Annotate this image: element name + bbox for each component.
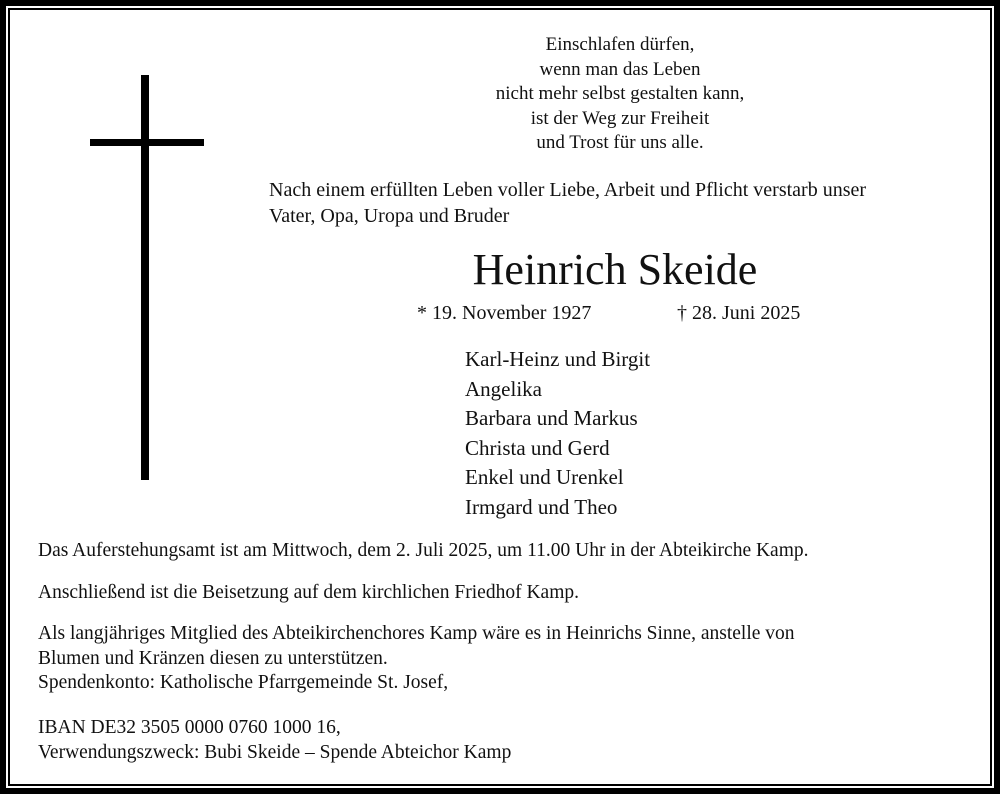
birth-date: * 19. November 1927 [417,302,592,324]
purpose-line: Verwendungszweck: Bubi Skeide – Spende Abteichor Kamp [38,741,512,763]
service-info [38,539,978,564]
poem-line: Einschlafen dürfen, [545,34,695,55]
iban-line: IBAN DE32 3505 0000 0760 1000 16, [38,717,341,738]
donation-info [38,622,978,696]
cross-horizontal-bar [90,139,204,146]
burial-info [38,581,978,606]
intro-line: Nach einem erfüllten Leben voller Liebe, Arbeit und Pflicht verstarb unser [269,179,867,201]
deceased-name: Heinrich Skeide [472,245,758,294]
bank-details [38,716,978,765]
mourner-item: Enkel und Urenkel [465,465,624,490]
service-line: Das Auferstehungsamt ist am Mittwoch, dem 2. Juli 2025, um 11.00 Uhr in der Abteikirche Kamp. [38,540,809,561]
poem-line: ist der Weg zur Freiheit [530,107,710,129]
mourner-item: Barbara und Markus [465,406,638,431]
mourners-list [465,345,650,523]
poem-line: und Trost für uns alle. [536,132,704,153]
poem-line: nicht mehr selbst gestalten kann, [495,83,745,104]
poem-line: wenn man das Leben [539,58,701,80]
burial-line: Anschließend ist die Beisetzung auf dem kirchlichen Friedhof Kamp. [38,582,579,603]
intro-line: Vater, Opa, Uropa und Bruder [269,205,510,227]
donation-line: Spendenkonto: Katholische Pfarrgemeinde St. Josef, [38,672,449,693]
poem [440,33,800,156]
mourner-item: Angelika [465,376,542,401]
donation-line: Blumen und Kränzen diesen zu unterstützen. [38,647,388,669]
mourner-item: Christa und Gerd [465,435,610,460]
donation-line: Als langjähriges Mitglied des Abteikirchenchores Kamp wäre es in Heinrichs Sinne, anstelle von [38,623,795,644]
death-date: † 28. Juni 2025 [677,302,801,324]
cross-vertical-bar [141,75,149,480]
mourner-item: Karl-Heinz und Birgit [465,347,651,371]
mourner-item: Irmgard und Theo [465,494,618,519]
intro-text [269,177,989,229]
